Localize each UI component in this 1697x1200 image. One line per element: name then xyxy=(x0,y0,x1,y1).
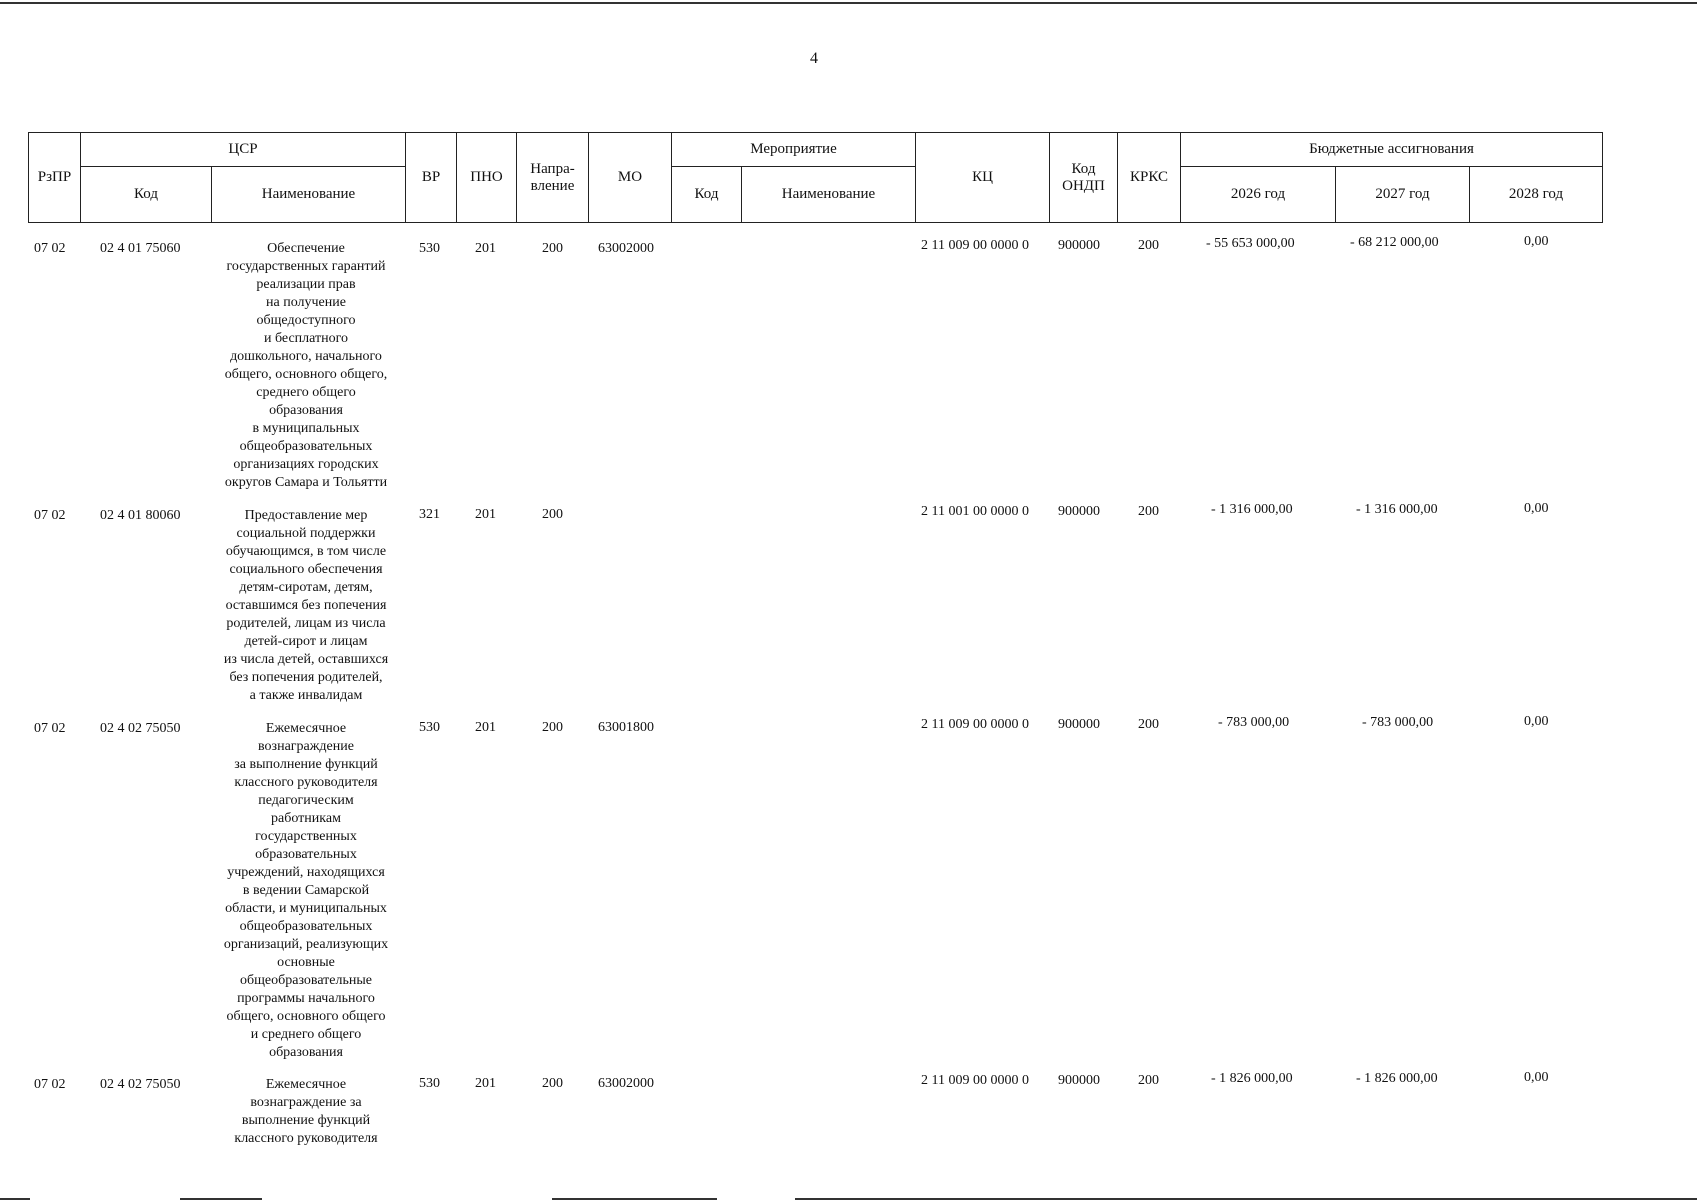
cell-pno: 201 xyxy=(475,720,496,735)
cell-kc: 2 11 009 00 0000 0 xyxy=(921,1073,1029,1088)
cell-krks: 200 xyxy=(1138,1073,1159,1088)
cell-2026: - 1 316 000,00 xyxy=(1211,502,1293,517)
header-direction: Напра- вление xyxy=(517,133,589,223)
cell-direction: 200 xyxy=(542,507,563,522)
header-2028: 2028 год xyxy=(1470,167,1603,223)
cell-2027: - 783 000,00 xyxy=(1362,715,1434,730)
cell-direction: 200 xyxy=(542,1076,563,1091)
header-rzpr: РзПР xyxy=(29,133,81,223)
cell-rzpr: 07 02 xyxy=(34,721,66,736)
cell-vr: 530 xyxy=(419,241,440,256)
header-krks: КРКС xyxy=(1118,133,1181,223)
header-event-name: Наименование xyxy=(742,167,916,223)
cell-pno: 201 xyxy=(475,241,496,256)
cell-rzpr: 07 02 xyxy=(34,508,66,523)
header-2027: 2027 год xyxy=(1336,167,1470,223)
cell-pno: 201 xyxy=(475,507,496,522)
header-csr-code: Код xyxy=(81,167,212,223)
cell-name: Обеспечение государственных гарантий реализации прав на получение общедоступного и бесплатного дошкольного, начального общего, основного общего, среднего общего образования в муниципальных общеобразовательных организациях городских округов Самара и Тольятти xyxy=(224,241,388,490)
cell-pno: 201 xyxy=(475,1076,496,1091)
cell-2028: 0,00 xyxy=(1524,1070,1549,1085)
header-event-code: Код xyxy=(672,167,742,223)
table-header xyxy=(28,132,1603,223)
header-kc: КЦ xyxy=(916,133,1050,223)
cell-mo: 63001800 xyxy=(598,720,654,735)
page-number: 4 xyxy=(810,50,818,67)
cell-krks: 200 xyxy=(1138,238,1159,253)
cell-ondp: 900000 xyxy=(1058,1073,1100,1088)
header-event: Мероприятие xyxy=(672,133,916,167)
cell-kc: 2 11 001 00 0000 0 xyxy=(921,504,1029,519)
cell-name: Ежемесячное вознаграждение за выполнение функций классного руководителя педагогическим работникам государственных образовательных учреждений, находящихся в ведении Самарской области, и муниципальных общеобразовательных организаций, реализующих основные общеобразовательные программы начального общего, основного общего и среднего общего образования xyxy=(223,721,389,1060)
cell-krks: 200 xyxy=(1138,717,1159,732)
cell-name: Ежемесячное вознаграждение за выполнение функций классного руководителя xyxy=(234,1077,378,1146)
header-pno: ПНО xyxy=(457,133,517,223)
cell-2026: - 783 000,00 xyxy=(1218,715,1290,730)
cell-code: 02 4 02 75050 xyxy=(100,721,181,736)
top-rule xyxy=(0,2,1697,4)
cell-vr: 321 xyxy=(419,507,440,522)
cell-kc: 2 11 009 00 0000 0 xyxy=(921,717,1029,732)
cell-code: 02 4 01 75060 xyxy=(100,241,181,256)
header-2026: 2026 год xyxy=(1181,167,1336,223)
cell-kc: 2 11 009 00 0000 0 xyxy=(921,238,1029,253)
cell-2028: 0,00 xyxy=(1524,714,1549,729)
cell-code: 02 4 02 75050 xyxy=(100,1077,181,1092)
cell-ondp: 900000 xyxy=(1058,238,1100,253)
cell-2028: 0,00 xyxy=(1524,234,1549,249)
cell-2027: - 1 826 000,00 xyxy=(1356,1071,1438,1086)
cell-mo: 63002000 xyxy=(598,241,654,256)
header-budget: Бюджетные ассигнования xyxy=(1181,133,1603,167)
header-csr-name: Наименование xyxy=(212,167,406,223)
cell-2027: - 1 316 000,00 xyxy=(1356,502,1438,517)
cell-direction: 200 xyxy=(542,720,563,735)
cell-2026: - 1 826 000,00 xyxy=(1211,1071,1293,1086)
header-ondp: Код ОНДП xyxy=(1050,133,1118,223)
cell-rzpr: 07 02 xyxy=(34,1077,66,1092)
cell-direction: 200 xyxy=(542,241,563,256)
cell-2026: - 55 653 000,00 xyxy=(1206,236,1295,251)
cell-2028: 0,00 xyxy=(1524,501,1549,516)
header-mo: МО xyxy=(589,133,672,223)
header-vr: ВР xyxy=(406,133,457,223)
cell-2027: - 68 212 000,00 xyxy=(1350,235,1439,250)
cell-vr: 530 xyxy=(419,1076,440,1091)
cell-mo: 63002000 xyxy=(598,1076,654,1091)
cell-krks: 200 xyxy=(1138,504,1159,519)
cell-code: 02 4 01 80060 xyxy=(100,508,181,523)
header-csr: ЦСР xyxy=(81,133,406,167)
cell-ondp: 900000 xyxy=(1058,717,1100,732)
cell-rzpr: 07 02 xyxy=(34,241,66,256)
cell-vr: 530 xyxy=(419,720,440,735)
cell-name: Предоставление мер социальной поддержки обучающимся, в том числе социального обеспечения детям-сиротам, детям, оставшимся без попечения родителей, лицам из числа детей-сирот и лицам из числа детей, оставшихся без попечения родителей, а также инвалидам xyxy=(223,508,389,703)
cell-ondp: 900000 xyxy=(1058,504,1100,519)
